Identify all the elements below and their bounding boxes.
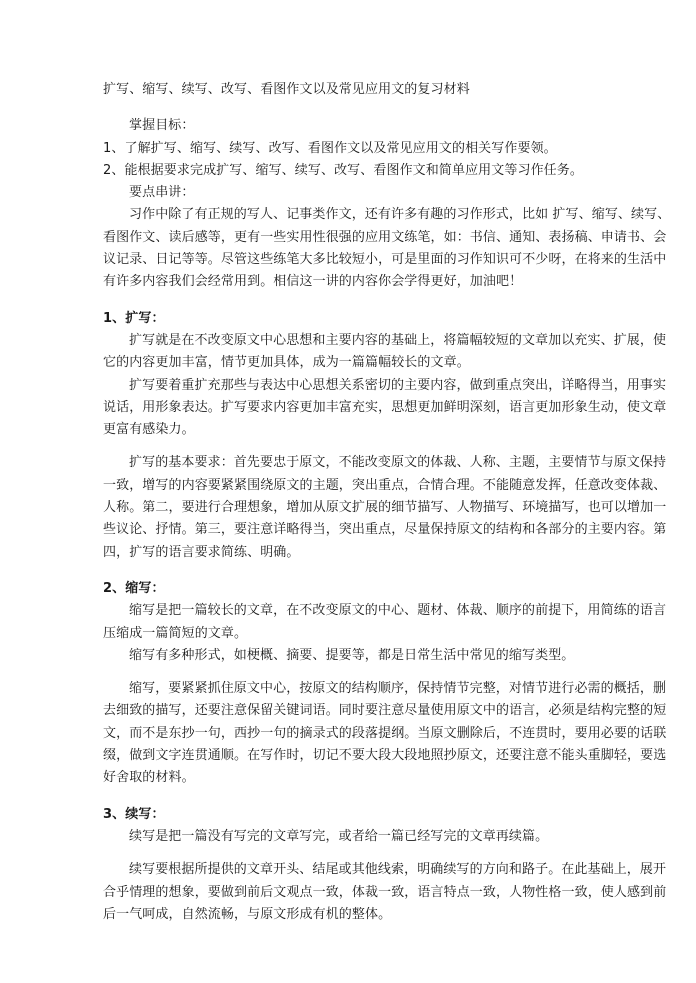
paragraph-line: 后一气呵成，自然流畅，与原文形成有机的整体。 <box>103 906 392 922</box>
paragraph-line: 人称。第二，要进行合理想象，增加从原文扩展的细节描写、人物描写、环境描写，也可以增加一 <box>103 500 667 516</box>
paragraph-line: 续写是把一篇没有写完的文章写完，或者给一篇已经写完的文章再续篇。 <box>129 828 549 844</box>
objectives-label: 掌握目标： <box>129 118 195 134</box>
paragraph-line: 四，扩写的语言要求简练、明确。 <box>103 544 300 560</box>
paragraph-line: 更富有感染力。 <box>103 422 195 438</box>
objective-item: 2、能根据要求完成扩写、缩写、续写、改写、看图作文和简单应用文等习作任务。 <box>103 162 583 178</box>
paragraph-line: 文，而不是东抄一句，西抄一句的摘录式的段落提纲。当原文删除后，不连贯时，要用必要的话联 <box>103 725 667 741</box>
paragraph-line: 些议论、抒情。第三，要注意详略得当，突出重点，尽量保持原文的结构和各部分的主要内容。第 <box>103 522 667 538</box>
section-heading: 1、扩写： <box>103 310 165 326</box>
paragraph-line: 一致，增写的内容要紧紧围绕原文的主题，突出重点，合情合理。不能随意发挥，任意改变体裁、 <box>103 477 667 493</box>
paragraph-line: 扩写就是在不改变原文中心思想和主要内容的基础上，将篇幅较短的文章加以充实、扩展，使 <box>129 332 667 348</box>
paragraph-line: 缩写有多种形式，如梗概、摘要、提要等，都是日常生活中常见的缩写类型。 <box>129 647 575 663</box>
intro-line: 议记录、日记等等。尽管这些练笔大多比较短小，可是里面的习作知识可不少呀，在将来的生活中 <box>103 252 667 268</box>
paragraph-line: 缩写是把一篇较长的文章，在不改变原文的中心、题材、体裁、顺序的前提下，用简练的语言 <box>129 603 667 619</box>
objective-item: 1、了解扩写、缩写、续写、改写、看图作文以及常见应用文的相关写作要领。 <box>103 140 557 156</box>
paragraph-line: 它的内容更加丰富，情节更加具体，成为一篇篇幅较长的文章。 <box>103 355 470 371</box>
paragraph-line: 说话，用形象表达。扩写要求内容更加丰富充实，思想更加鲜明深刻，语言更加形象生动，使文章 <box>103 399 667 415</box>
section-heading: 2、缩写： <box>103 580 165 596</box>
paragraph-line: 缀，做到文字连贯通顺。在写作时，切记不要大段大段地照抄原文，还要注意不能头重脚轻，要选 <box>103 748 667 764</box>
intro-line: 习作中除了有正规的写人、记事类作文，还有许多有趣的习作形式，比如 扩写、缩写、续写、 <box>129 207 671 223</box>
document-title: 扩写、缩写、续写、改写、看图作文以及常见应用文的复习材料 <box>103 82 470 97</box>
paragraph-line: 压缩成一篇简短的文章。 <box>103 625 248 641</box>
section-heading: 3、续写： <box>103 806 165 822</box>
paragraph-line: 扩写的基本要求：首先要忠于原文，不能改变原文的体裁、人称、主题，主要情节与原文保持 <box>129 455 667 471</box>
intro-line: 有许多内容我们会经常用到。相信这一讲的内容你会学得更好，加油吧！ <box>103 274 523 290</box>
paragraph-line: 续写要根据所提供的文章开头、结尾或其他线索，明确续写的方向和路子。在此基础上，展开 <box>129 862 667 878</box>
paragraph-line: 扩写要着重扩充那些与表达中心思想关系密切的主要内容，做到重点突出，详略得当，用事实 <box>129 377 667 393</box>
paragraph-line: 合乎情理的想象，要做到前后文观点一致，体裁一致，语言特点一致，人物性格一致，使人感到前 <box>103 884 667 900</box>
paragraph-line: 缩写，要紧紧抓住原文中心，按原文的结构顺序，保持情节完整，对情节进行必需的概括，删 <box>129 681 667 697</box>
paragraph-line: 好舍取的材料。 <box>103 770 195 786</box>
document-body <box>103 79 671 926</box>
intro-line: 看图作文、读后感等，更有一些实用性很强的应用文练笔，如：书信、通知、表扬稿、申请书、会 <box>103 229 667 245</box>
paragraph-line: 去细致的描写，还要注意保留关键词语。同时要注意尽量使用原文中的语言，必须是结构完整的短 <box>103 703 667 719</box>
key-points-label: 要点串讲： <box>129 185 195 201</box>
